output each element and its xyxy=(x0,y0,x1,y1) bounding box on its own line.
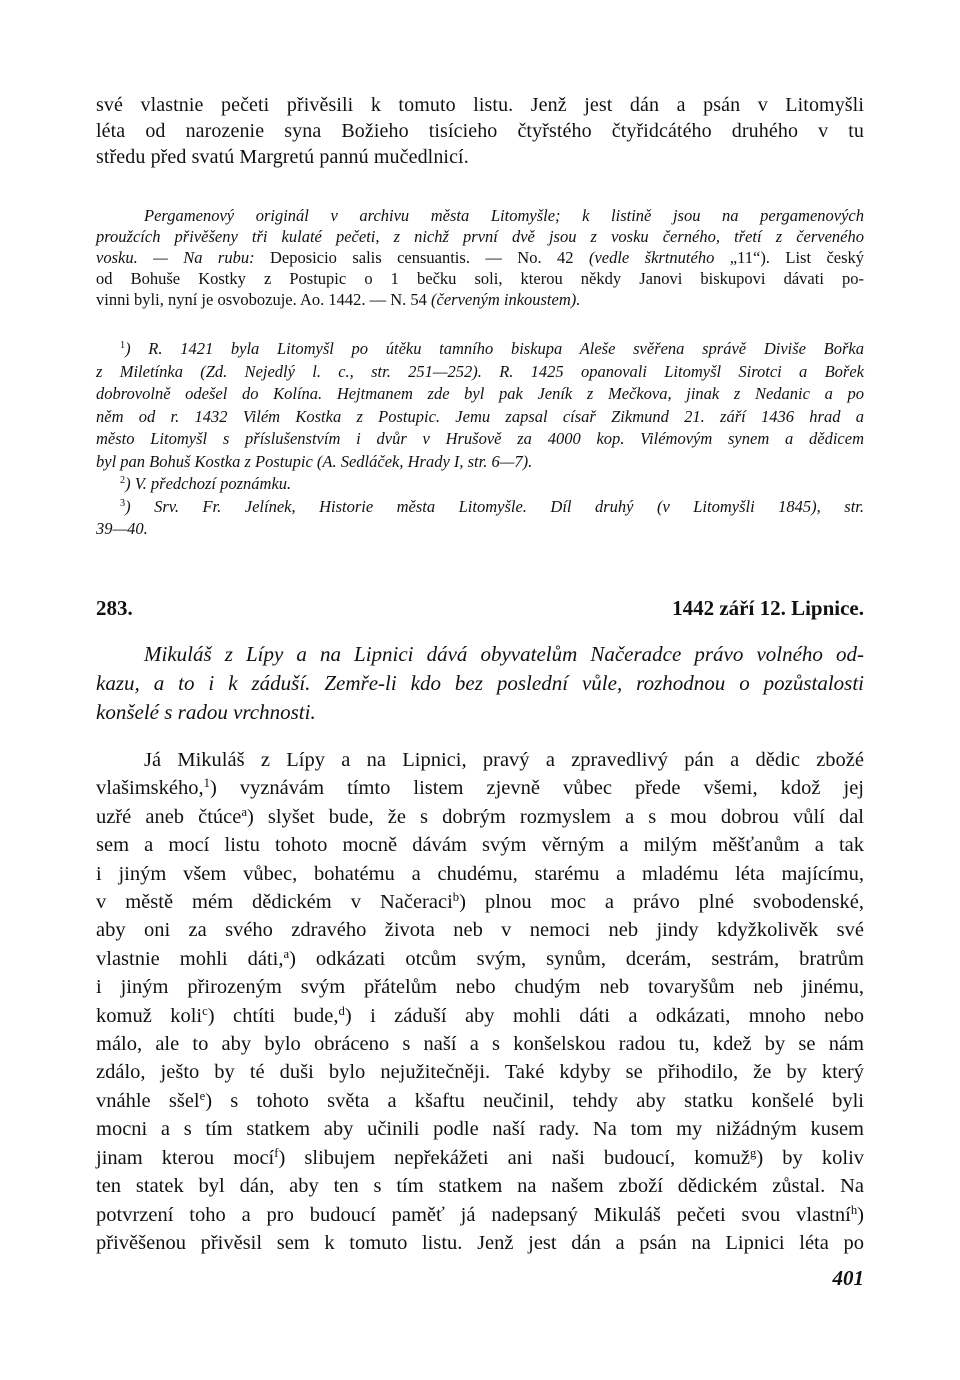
text-line xyxy=(96,1144,864,1172)
footnote-ref: e xyxy=(199,1088,206,1103)
footnote-ref: a xyxy=(241,804,248,819)
page-number: 401 xyxy=(832,1266,864,1290)
footnote-text: ) V. předchozí poznámku. xyxy=(125,474,292,493)
text-line: přivěšenou přivěsil sem k tomuto listu. Jenž jest dán a psán na Lipnici léta po xyxy=(96,1231,864,1254)
text-line xyxy=(96,247,864,268)
note-italic: (červeným inkoustem). xyxy=(431,290,581,309)
note-regular: „11“). List český xyxy=(729,248,865,267)
text-line: málo, ale to aby bylo obráceno s naší a s konšelskou radou tu, kdež by se nám xyxy=(96,1033,864,1056)
charter-text xyxy=(96,746,864,1257)
text-line xyxy=(96,289,864,310)
text-run: vlastnie mohli dáti, xyxy=(96,947,284,970)
document-number: 283. xyxy=(96,596,133,620)
text-line: město Litomyšl s příslušenstvím i dvůr v Hrušově za 4000 kop. Vilémovým synem a dědicem xyxy=(96,429,864,448)
text-line: své vlastnie pečeti přivěsili k tomuto listu. Jenž jest dán a psán v Litomyšli xyxy=(96,94,864,116)
text-line: i jiným přirozeným svým přátelům nebo chudým neb tovaryšům neb jinému, xyxy=(96,976,864,999)
text-run: jinam kterou mocí xyxy=(96,1146,275,1169)
text-run: ) slibujem nepřekážeti ani naši budoucí, komuž xyxy=(278,1146,750,1169)
footnote-ref: a xyxy=(283,946,290,961)
text-line xyxy=(96,945,864,973)
footnote-ref: c xyxy=(202,1003,208,1018)
text-run: potvrzení toho a pro budoucí paměť já nadepsaný Mikuláš pečeti svou vlastní xyxy=(96,1203,851,1226)
text-run: ) odkázati otcům svým, synům, dcerám, sestrám, bratrům xyxy=(289,947,865,970)
note-regular: vinni byli, nyní je osvobozuje. Ao. 1442. — N. 54 xyxy=(96,290,427,309)
footnote-ref: f xyxy=(274,1145,279,1160)
footnote-2 xyxy=(96,473,864,496)
text-line: léta od narozenie syna Božieho tisícieho čtyřstého čtyřidcátého druhého v tu xyxy=(96,120,864,142)
text-line: ten statek byl dán, aby ten s tím statkem na našem zboží dědickém zůstal. Na xyxy=(96,1175,864,1198)
text-line xyxy=(96,774,864,802)
text-run: ) s tohoto světa a kšaftu neučinil, tehdy aby statku konšelé byli xyxy=(205,1089,864,1112)
text-run: ) by koliv xyxy=(756,1146,865,1169)
text-line: Pergamenový originál v archivu města Litomyšle; k listině jsou na pergamenových xyxy=(144,206,864,225)
footnote-ref: d xyxy=(338,1003,345,1018)
text-run: ) slyšet bude, že s dobrým rozmyslem a s mou dobrou vůlí dal xyxy=(247,805,864,828)
text-line: i jiným všem vůbec, bohatému a chudému, starému a mladému léta majícímu, xyxy=(96,862,864,885)
regest xyxy=(96,640,864,727)
text-line: z Miletínka (Zd. Nejedlý l. c., str. 251—252). R. 1425 opanovali Litomyšl Sirotci a Bořek xyxy=(96,361,864,381)
text-run: ) plnou moc a právo plné svobodenské, xyxy=(459,891,864,914)
text-line: sem a mocí listu tohoto mocně dávám svým věrným a milým měšťanům a tak xyxy=(96,834,864,857)
text-line: zdálo, ješto by té duši bylo nejužitečněji. Také kdyby se přihodilo, že by který xyxy=(96,1061,864,1084)
text-run: ) chtíti bude, xyxy=(207,1004,339,1027)
footnote-mark: 3 xyxy=(120,497,126,509)
text-run: ) xyxy=(857,1203,864,1226)
continuation-paragraph xyxy=(96,92,864,170)
text-run: uzřé aneb čtúce xyxy=(96,805,242,828)
footnotes xyxy=(96,338,864,541)
footnote-text: ) Srv. Fr. Jelínek, Historie města Litomyšle. Díl druhý (v Litomyšli 1845), str. xyxy=(125,496,864,516)
text-run: v městě mém dědickém v Načeraci xyxy=(96,891,453,914)
text-line: 39—40. xyxy=(96,519,148,538)
text-run: komuž koli xyxy=(96,1004,203,1027)
footnote-1 xyxy=(96,338,864,361)
text-line: byl pan Bohuš Kostka z Postupic (A. Sedláček, Hrady I, str. 6—7). xyxy=(96,451,533,471)
text-line: dobrovolně odešel do Kolína. Hejtmanem zde byl pak Jeník z Mečkova, jinak z Nedanic a po xyxy=(96,384,864,403)
footnote-text: ) R. 1421 byla Litomyšl po útěku tamního biskupa Aleše svěřena správě Diviše Bořka xyxy=(125,339,864,358)
text-line: něm od r. 1432 Vilém Kostka z Postupic. Jemu zapsal císař Zikmund 21. září 1436 hrad a xyxy=(96,406,864,426)
text-line xyxy=(96,1201,864,1229)
document-date-place: 1442 září 12. Lipnice. xyxy=(672,596,864,620)
footnote-ref: h xyxy=(850,1202,858,1217)
text-line xyxy=(96,1002,864,1030)
note-italic: (vedle škrtnutého xyxy=(588,248,715,267)
text-line: Mikuláš z Lípy a na Lipnici dává obyvatelům Načeradce právo volného od- xyxy=(144,642,864,666)
note-italic: vosku. — Na rubu: xyxy=(96,248,255,267)
text-line: konšelé s radou vrchnosti. xyxy=(96,700,316,724)
text-line xyxy=(96,1087,864,1115)
footnote-3 xyxy=(96,496,864,519)
note-regular: Deposicio salis censuantis. — No. 42 xyxy=(270,248,574,267)
text-run: vlašimského, xyxy=(96,777,204,800)
text-line: aby oni za svého zdravého života neb v nemoci neb jindy kdyžkolivěk své xyxy=(96,919,864,942)
footnote-ref: g xyxy=(750,1145,757,1160)
text-run: ) vyznávám tímto listem zjevně vůbec přede všemi, kdož jej xyxy=(209,777,864,800)
text-line: kazu, a to i k záduší. Zemře-li kdo bez poslední vůle, rozhodnou o pozůstalosti xyxy=(96,671,864,695)
text-line: Já Mikuláš z Lípy a na Lipnici, pravý a zpravedlivý pán a dědic zbožé xyxy=(144,749,864,771)
footnote-mark: 2 xyxy=(120,475,126,487)
text-line: proužcích přivěšeny tři kulaté pečeti, z nichž první dvě jsou z vosku černého, třetí z červeného xyxy=(96,227,864,246)
text-line: mocni a s tím statkem aby učinili podle naší rady. Na tom my nižádným kusem xyxy=(96,1118,864,1141)
footnote-ref: 1 xyxy=(203,776,210,791)
text-run: ) i záduší aby mohli dáti a odkázati, mnoho nebo xyxy=(344,1004,865,1027)
text-line xyxy=(96,888,864,916)
text-line: od Bohuše Kostky z Postupic o 1 bečku soli, kterou někdy Janovi biskupovi dávati po- xyxy=(96,269,864,288)
source-note xyxy=(96,205,864,310)
text-run: vnáhle sšel xyxy=(96,1089,200,1112)
text-line: středu před svatú Margretú pannú mučedlnicí. xyxy=(96,146,469,168)
text-line xyxy=(96,803,864,831)
footnote-ref: b xyxy=(452,890,460,905)
footnote-mark: 1 xyxy=(120,340,126,352)
